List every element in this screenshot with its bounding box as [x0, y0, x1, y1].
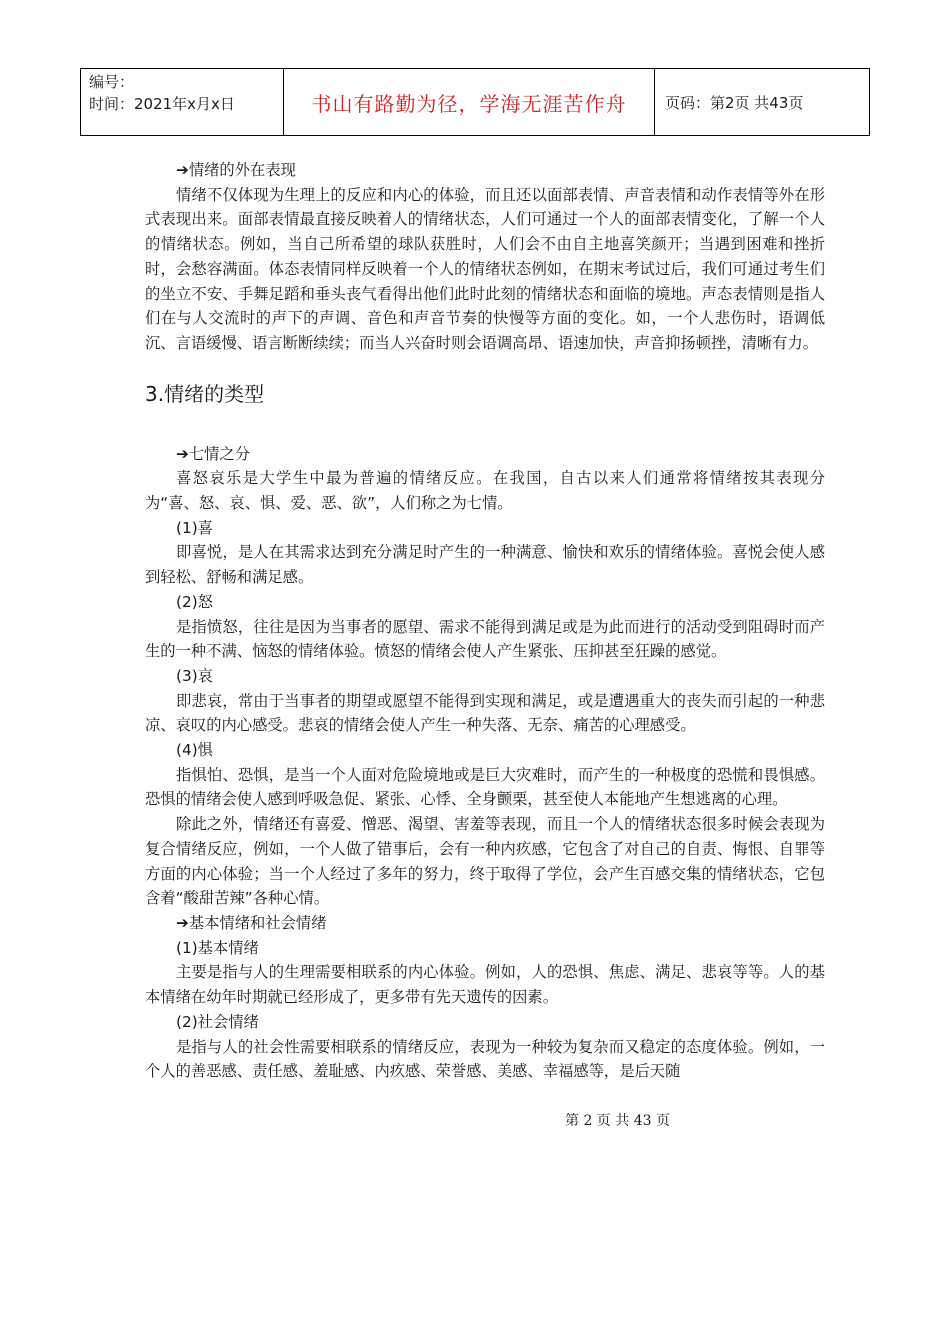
header-table — [80, 68, 870, 136]
paragraph-outer: 情绪不仅体现为生理上的反应和内心的体验，而且还以面部表情、声音表情和动作表情等外在形式表现出来。面部表情最直接反映着人的情绪状态，人们可通过一个人的面部表情变化，了解一个人的情绪状态。例如，当自己所希望的球队获胜时，人们会不由自主地喜笑颜开；当遇到困难和挫折时，会愁容满面。体态表情同样反映着一个人的情绪状态例如，在期末考试过后，我们可通过考生们的坐立不安、手舞足蹈和垂头丧气看得出他们此时此刻的情绪状态和面临的境地。声态表情则是指人们在与人交流时的声下的声调、音色和声音节奏的快慢等方面的变化。如，一个人悲伤时，语调低沉、言语缓慢、语言断断续续；而当人兴奋时则会语调高昂、语速加快，声音抑扬顿挫，清晰有力。 — [145, 185, 825, 352]
section-heading-seven: ➔七情之分 — [145, 442, 825, 467]
item-label: (3)哀 — [176, 666, 213, 685]
basic-emotion-label: (1)基本情绪 — [176, 938, 259, 957]
basic-emotion-text: 主要是指与人的生理需要相联系的内心体验。例如，人的恐惧、焦虑、满足、悲哀等等。人的基本情绪在幼年时期就已经形成了，更多带有先天遗传的因素。 — [145, 963, 825, 1007]
item-text: 即喜悦，是人在其需求达到充分满足时产生的一种满意、愉快和欢乐的情绪体验。喜悦会使人感到轻松、舒畅和满足感。 — [145, 543, 825, 587]
header-motto: 书山有路勤为径，学海无涯苦作舟 — [284, 69, 655, 135]
social-emotion-label: (2)社会情绪 — [176, 1012, 259, 1031]
item-text: 指惧怕、恐惧，是当一个人面对危险境地或是巨大灾难时，而产生的一种极度的恐慌和畏惧感。恐惧的情绪会使人感到呼吸急促、紧张、心悸、全身颤栗，甚至使人本能地产生想逃离的心理。 — [145, 765, 825, 809]
arrow-icon: ➔ — [176, 444, 189, 463]
section-title-types: 3.情绪的类型 — [145, 381, 265, 406]
arrow-icon: ➔ — [176, 161, 189, 179]
item-text: 即悲哀，常由于当事者的期望或愿望不能得到实现和满足，或是遭遇重大的丧失而引起的一种悲凉、哀叹的内心感受。悲哀的情绪会使人产生一种失落、无奈、痛苦的心理感受。 — [145, 691, 825, 735]
item-label: (1)喜 — [176, 518, 213, 537]
header-meta-cell — [81, 69, 284, 135]
section-heading-outer: ➔情绪的外在表现 — [145, 158, 825, 183]
page-footer-number: 第 2 页 共 43 页 — [565, 1113, 670, 1129]
section-heading-basic-social: ➔基本情绪和社会情绪 — [145, 911, 825, 936]
paragraph-extra: 除此之外，情绪还有喜爱、憎恶、渴望、害羞等表现，而且一个人的情绪状态很多时候会表现为复合情绪反应，例如，一个人做了错事后，会有一种内疚感，它包含了对自己的自责、悔恨、自罪等方面的内心体验；当一个人经过了多年的努力，终于取得了学位，会产生百感交集的情绪状态，它包含着“酸甜苦辣”各种心情。 — [145, 815, 825, 908]
item-label: (4)惧 — [176, 741, 213, 760]
item-label: (2)怒 — [176, 592, 213, 611]
arrow-icon: ➔ — [176, 913, 189, 932]
header-page-label: 页码：第2页 共43页 — [665, 93, 804, 112]
document-body — [145, 158, 825, 1084]
item-text: 是指愤怒，往往是因为当事者的愿望、需求不能得到满足或是为此而进行的活动受到阻碍时而产生的一种不满、恼怒的情绪体验。愤怒的情绪会使人产生紧张、压抑甚至狂躁的感觉。 — [145, 617, 825, 661]
document-date-label: 时间：2021年x月x日 — [89, 95, 235, 113]
document-number-label: 编号： — [89, 73, 135, 91]
paragraph-seven-intro: 喜怒哀乐是大学生中最为普遍的情绪反应。在我国，自古以来人们通常将情绪按其表现分为“喜、怒、哀、惧、爱、恶、欲”，人们称之为七情。 — [145, 469, 825, 513]
social-emotion-text: 是指与人的社会性需要相联系的情绪反应，表现为一种较为复杂而又稳定的态度体验。例如，一个人的善恶感、责任感、羞耻感、内疚感、荣誉感、美感、幸福感等，是后天随 — [145, 1037, 825, 1081]
